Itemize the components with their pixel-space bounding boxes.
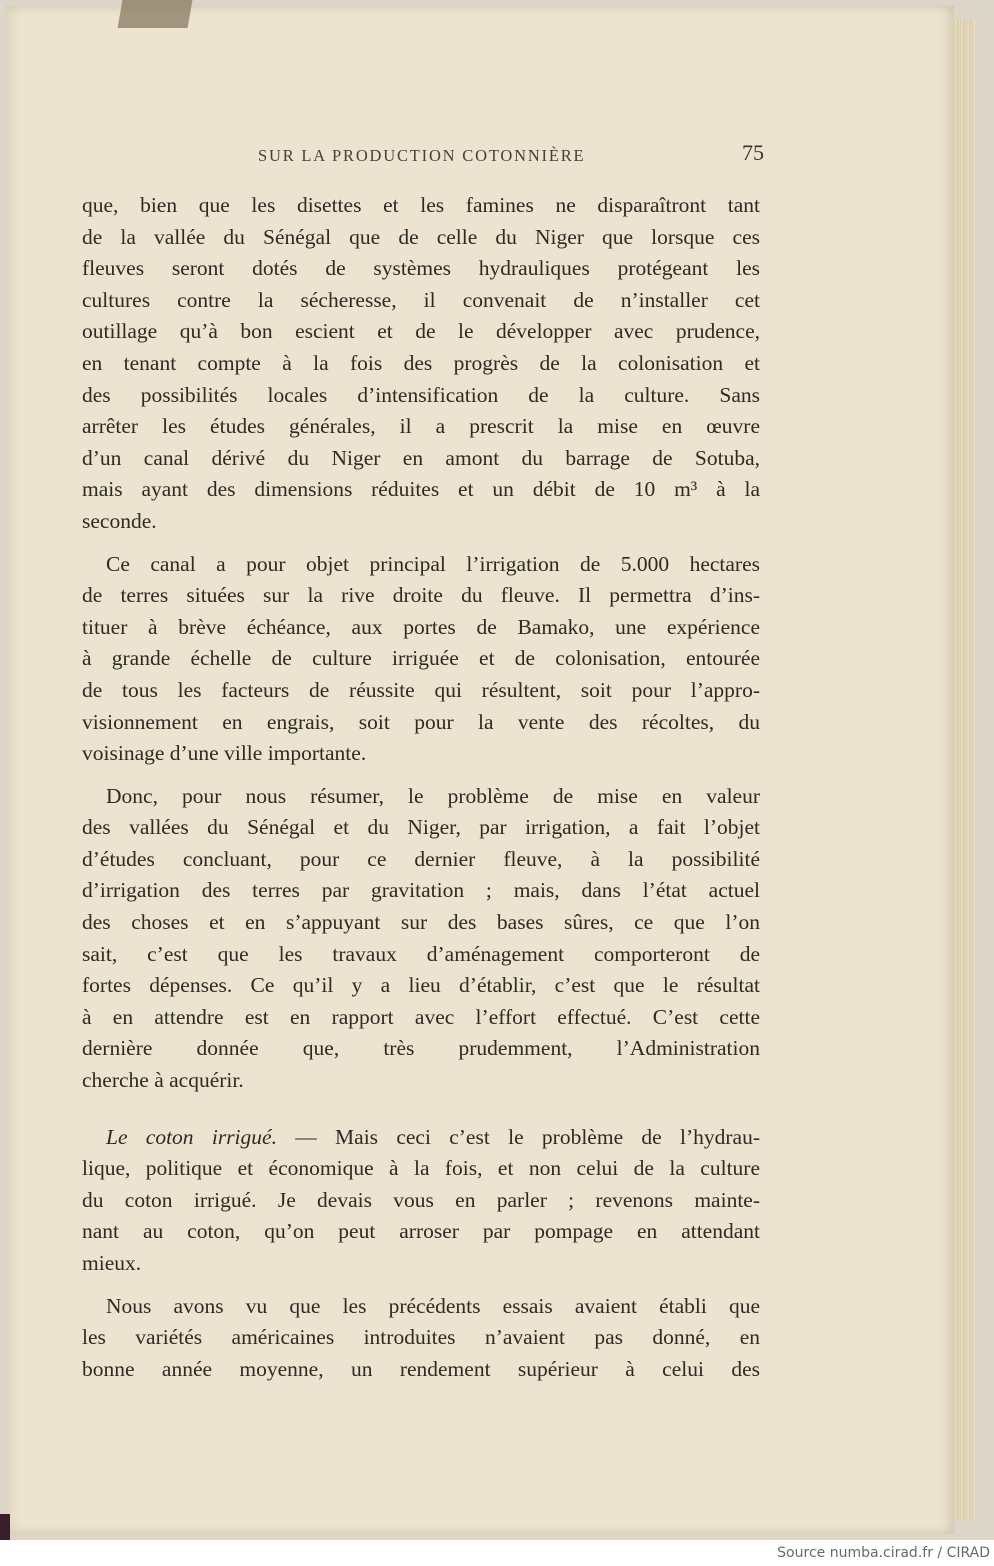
text-line: arrêter les études générales, il a prescrit la mise en œuvre bbox=[82, 414, 760, 439]
text-line: des choses et en s’appuyant sur des bases sûres, ce que l’on bbox=[82, 910, 760, 935]
paragraph-gap bbox=[82, 770, 760, 781]
page-number: 75 bbox=[742, 140, 764, 165]
text-line: visionnement en engrais, soit pour la vente des récoltes, du bbox=[82, 709, 760, 734]
text-line: Ce canal a pour objet principal l’irrigation de 5.000 hectares bbox=[106, 551, 760, 576]
text-line: à grande échelle de culture irriguée et de colonisation, entourée bbox=[82, 646, 760, 671]
text-line: que, bien que les disettes et les famines ne disparaîtront tant bbox=[82, 193, 760, 217]
text-line: d’études concluant, pour ce dernier fleuve, à la possibilité bbox=[82, 846, 760, 871]
text-line: lique, politique et économique à la fois, et non celui de la culture bbox=[82, 1156, 760, 1181]
text-line: des possibilités locales d’intensification de la culture. Sans bbox=[82, 382, 760, 407]
text-line: bonne année moyenne, un rendement supérieur à celui des bbox=[82, 1356, 760, 1381]
text-line: d’irrigation des terres par gravitation ; mais, dans l’état actuel bbox=[82, 878, 760, 903]
text-line: des vallées du Sénégal et du Niger, par irrigation, a fait l’objet bbox=[82, 815, 760, 840]
text-line: fortes dépenses. Ce qu’il y a lieu d’établir, c’est que le résultat bbox=[82, 973, 760, 998]
text-line: les variétés américaines introduites n’avaient pas donné, en bbox=[82, 1325, 760, 1350]
text-line: cherche à acquérir. bbox=[82, 1068, 244, 1093]
paragraph bbox=[82, 190, 760, 538]
text-line: dernière donnée que, très prudemment, l’Administration bbox=[82, 1036, 760, 1061]
page-header bbox=[82, 140, 764, 170]
tape-mark bbox=[118, 0, 193, 28]
corner-mark bbox=[0, 1514, 10, 1540]
paragraph bbox=[82, 781, 760, 1097]
text-line: nant au coton, qu’on peut arroser par pompage en attendant bbox=[82, 1219, 760, 1244]
text-line: sait, c’est que les travaux d’aménagement comporteront de bbox=[82, 941, 760, 966]
section-heading: Le coton irrigué. bbox=[106, 1124, 277, 1149]
text-line: tituer à brève échéance, aux portes de Bamako, une expérience bbox=[82, 614, 760, 639]
text-line: du coton irrigué. Je devais vous en parler ; revenons mainte- bbox=[82, 1187, 760, 1212]
text-line: à en attendre est en rapport avec l’effort effectué. C’est cette bbox=[82, 1004, 760, 1029]
paragraph bbox=[82, 549, 760, 770]
text-line: de terres situées sur la rive droite du fleuve. Il permettra d’ins- bbox=[82, 583, 760, 608]
text-line bbox=[82, 1122, 760, 1154]
body-text bbox=[82, 190, 760, 1385]
text-line: d’un canal dérivé du Niger en amont du barrage de Sotuba, bbox=[82, 445, 760, 470]
paragraph-gap bbox=[82, 538, 760, 549]
paragraph bbox=[82, 1291, 760, 1386]
text-line: seconde. bbox=[82, 508, 157, 533]
text-line: voisinage d’une ville importante. bbox=[82, 741, 367, 766]
text-line: de tous les facteurs de réussite qui résultent, soit pour l’appro- bbox=[82, 677, 760, 702]
section-gap bbox=[82, 1097, 760, 1122]
source-credit: Source numba.cirad.fr / CIRAD bbox=[777, 1545, 990, 1561]
text-line: mais ayant des dimensions réduites et un débit de 10 m³ à la bbox=[82, 477, 760, 502]
text-line: Nous avons vu que les précédents essais avaient établi que bbox=[106, 1293, 760, 1318]
text-line: de la vallée du Sénégal que de celle du Niger que lorsque ces bbox=[82, 224, 760, 249]
text-line: fleuves seront dotés de systèmes hydrauliques protégeant les bbox=[82, 256, 760, 281]
running-head: SUR LA PRODUCTION COTONNIÈRE bbox=[258, 146, 586, 165]
text-line: mieux. bbox=[82, 1251, 142, 1275]
text-line: en tenant compte à la fois des progrès de la colonisation et bbox=[82, 350, 760, 375]
text-line: outillage qu’à bon escient et de le développer avec prudence, bbox=[82, 319, 760, 344]
paragraph bbox=[82, 1122, 760, 1280]
text-line: cultures contre la sécheresse, il convenait de n’installer cet bbox=[82, 287, 760, 312]
text-line: Donc, pour nous résumer, le problème de mise en valeur bbox=[106, 783, 760, 808]
heading-continuation: — Mais ceci c’est le problème de l’hydrau- bbox=[276, 1124, 760, 1149]
paragraph-gap bbox=[82, 1280, 760, 1291]
